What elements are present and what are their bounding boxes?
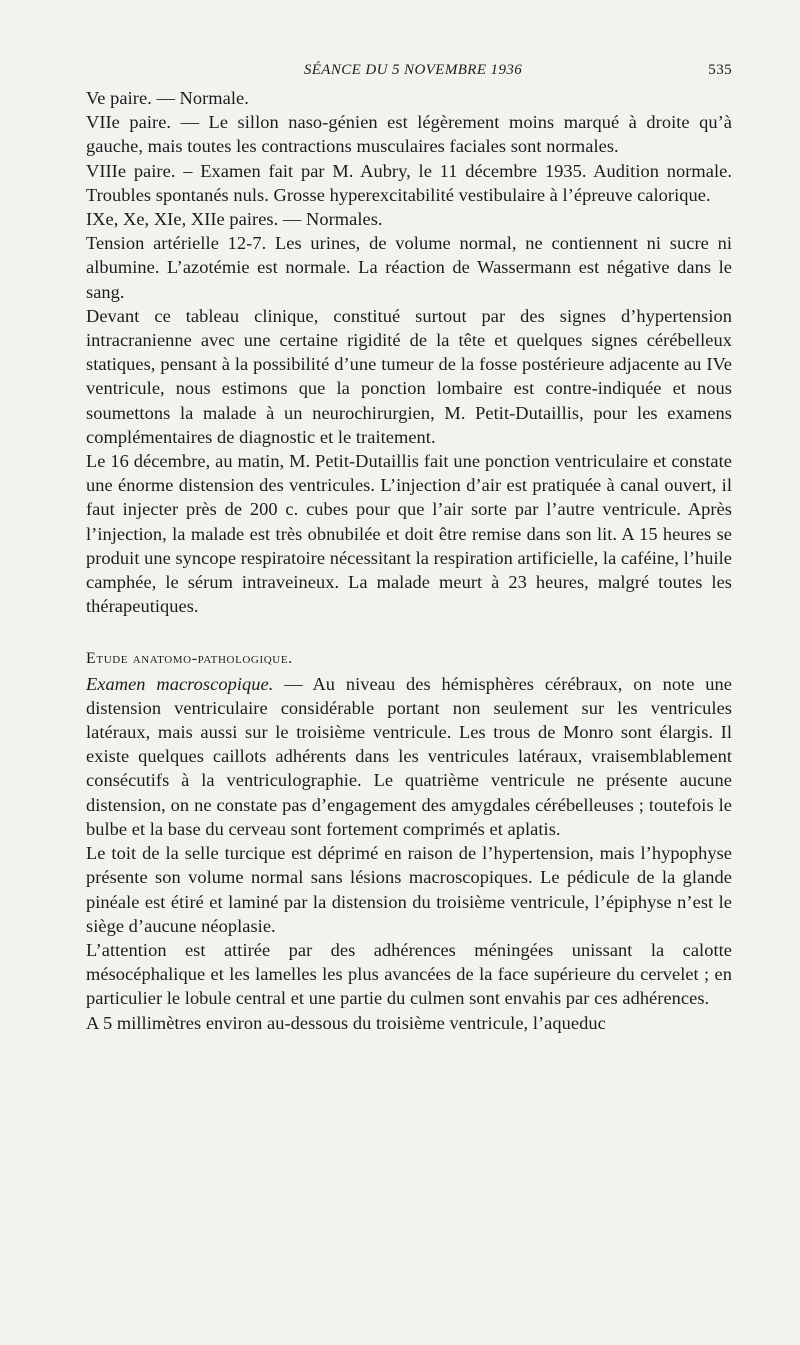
paragraph-8-rest: — Au niveau des hémisphères cérébraux, on note une distension ventriculaire considérable portant non seulement sur les ventricules latéraux, mais aussi sur le troisième ventricule. Les trous de Monro sont élargis. Il existe quelques caillots adhérents dans les ventricules latéraux, vraisemblablement consécutifs à la ventriculographie. Le quatrième ventricule ne présente aucune distension, on ne constate pas d’engagement des amygdales cérébelleuses ; toutefois le bulbe et la base du cerveau sont fortement comprimés et aplatis. [86,673,732,839]
paragraph-7: Le 16 décembre, au matin, M. Petit-Dutaillis fait une ponction ventriculaire et constate une énorme distension des ventricules. L’injection d’air est pratiquée à canal ouvert, il faut injecter près de 200 c. cubes pour que l’air sorte par l’autre ventricule. Après l’injection, la malade est très obnubilée et doit être remise dans son lit. A 15 heures se produit une syncope respiratoire nécessitant la respiration artificielle, la caféine, l’huile camphée, le sérum intraveineux. La malade meurt à 23 heures, malgré toutes les thérapeutiques. [86,451,733,617]
paragraph-2: VIIe paire. — Le sillon naso-génien est légèrement moins marqué à droite qu’à gauche, mais toutes les contractions musculaires faciales sont normales. [86,112,732,157]
paragraph-11: A 5 millimètres environ au-dessous du troisième ventricule, l’aqueduc [86,1012,606,1033]
paragraph-1: Ve paire. — Normale. [86,88,249,108]
article-body [86,86,732,1035]
paragraph-10: L’attention est attirée par des adhérences méningées unissant la calotte mésocéphalique et les lamelles les plus avancées de la face supérieure du cervelet ; en particulier le lobule central et une partie du culmen sont envahis par ces adhérences. [86,939,732,1009]
paragraph-4: IXe, Xe, XIe, XIIe paires. — Normales. [86,209,383,230]
paragraph-8-intro: Examen macroscopique. [86,673,274,694]
running-header [86,62,732,86]
paragraph-8 [86,672,732,841]
section-heading-text: Etude anatomo-pathologique. [86,650,293,668]
paragraph-5: Tension artérielle 12-7. Les urines, de volume normal, ne contiennent ni sucre ni albumine. L’azotémie est normale. La réaction de Wassermann est négative dans le sang. [86,233,732,302]
paragraph-3: VIIIe paire. – Examen fait par M. Aubry, le 11 décembre 1935. Audition normale. Troubles spontanés nuls. Grosse hyperexcitabilité vestibulaire à l’épreuve calorique. [86,160,732,205]
paragraph-9: Le toit de la selle turcique est déprimé en raison de l’hypertension, mais l’hypophyse présente son volume normal sans lésions macroscopiques. Le pédicule de la glande pinéale est étiré et laminé par la distension du troisième ventricule, l’épiphyse n’est le siège d’aucune néoplasie. [86,843,732,936]
section-heading [86,647,732,671]
running-title: SÉANCE DU 5 NOVEMBRE 1936 [303,62,523,78]
paragraph-6: Devant ce tableau clinique, constitué surtout par des signes d’hypertension intracranienne avec une certaine rigidité de la tête et quelques signes cérébelleux statiques, pensant à la possibilité d’une tumeur de la fosse postérieure adjacente au IVe ventricule, nous estimons que la ponction lombaire est contre-indiquée et nous soumettons la malade à un neurochirurgien, M. Petit-Dutaillis, pour les examens complémentaires de diagnostic et le traitement. [86,305,732,447]
page-number: 535 [708,62,732,78]
